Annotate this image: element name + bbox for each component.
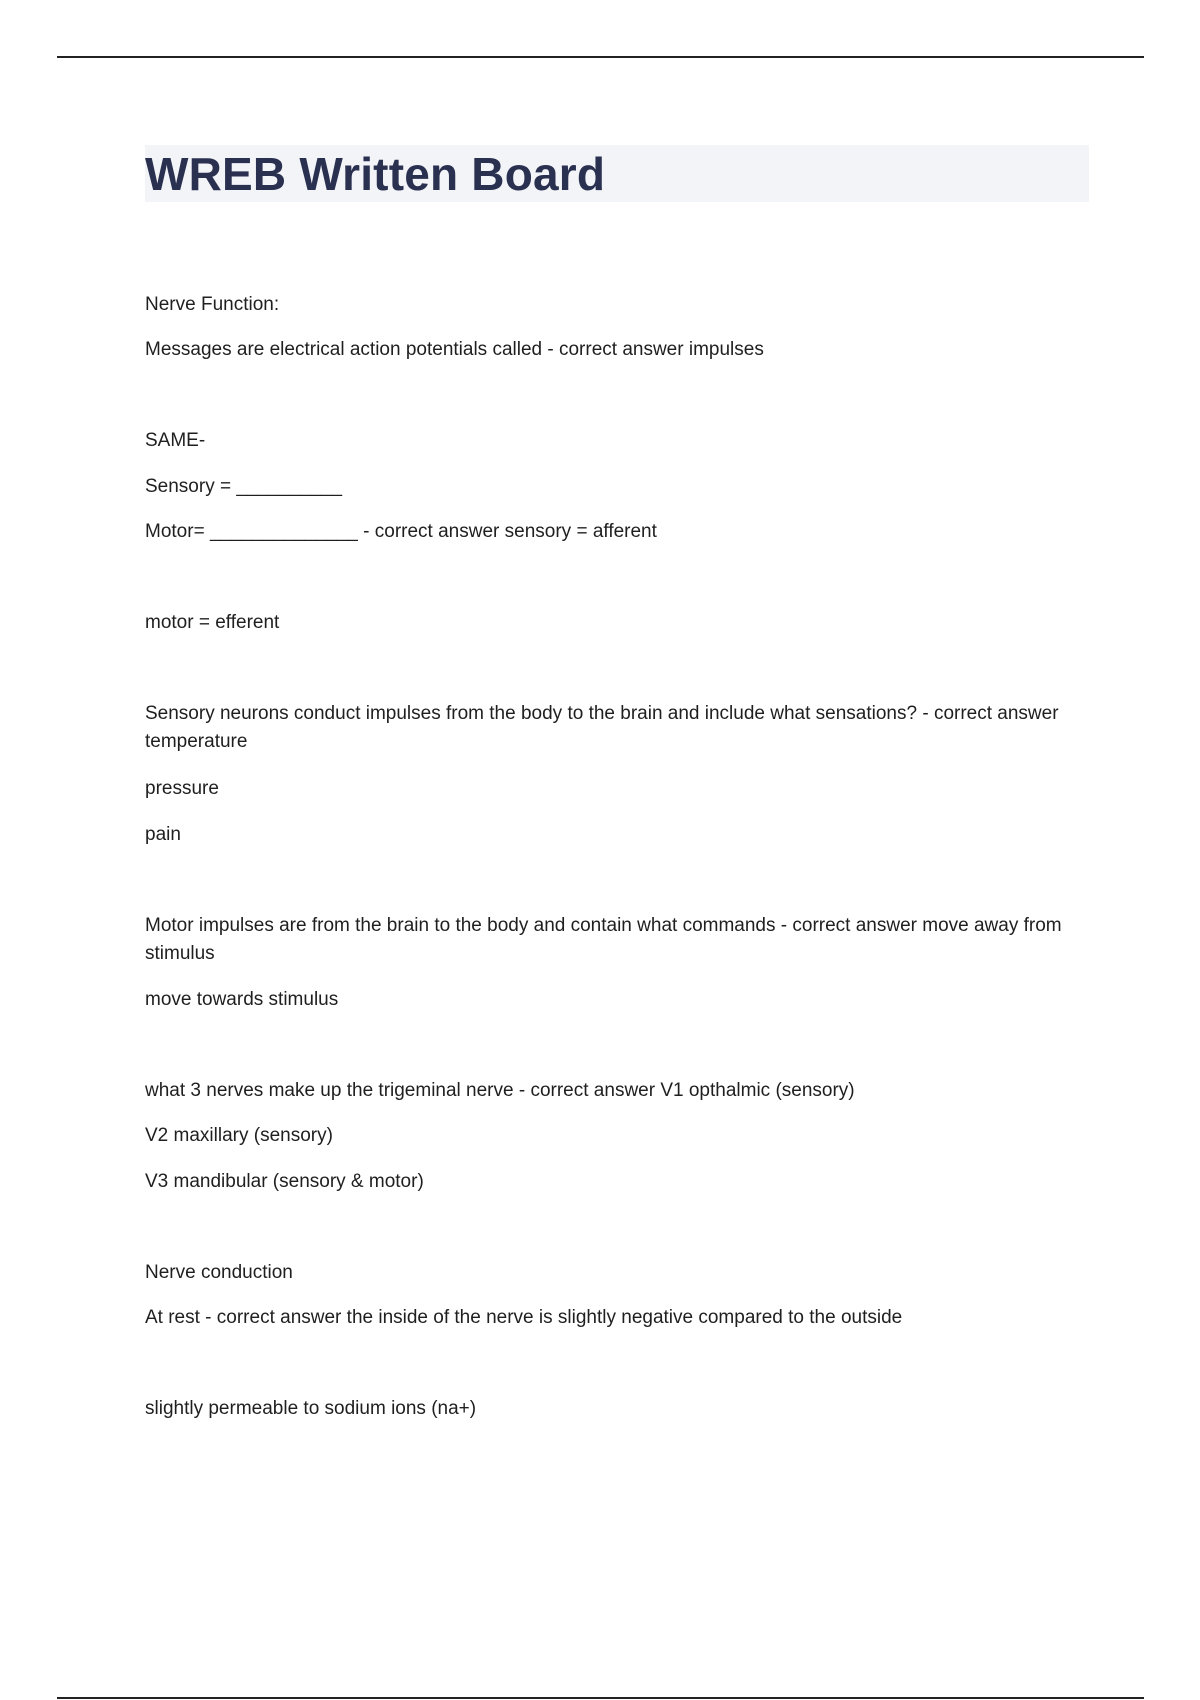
document-title: WREB Written Board — [145, 148, 606, 200]
text-line: pain — [145, 824, 181, 845]
text-line: motor = efferent — [145, 612, 280, 633]
text-line: Motor impulses are from the brain to the body and contain what commands - correct answer move away from stimulus — [145, 915, 1062, 964]
top-rule — [57, 56, 1144, 58]
text-line: Sensory neurons conduct impulses from the body to the brain and include what sensations? - correct answer temperature — [145, 703, 1059, 752]
text-line: Nerve Function: — [145, 294, 280, 315]
text-line: pressure — [145, 778, 219, 799]
text-line: what 3 nerves make up the trigeminal nerve - correct answer V1 opthalmic (sensory) — [145, 1080, 855, 1101]
text-line: At rest - correct answer the inside of the nerve is slightly negative compared to the outside — [145, 1307, 903, 1328]
text-line: V2 maxillary (sensory) — [145, 1125, 333, 1146]
text-line: V3 mandibular (sensory & motor) — [145, 1171, 424, 1192]
text-line: move towards stimulus — [145, 989, 339, 1010]
text-line: Messages are electrical action potentials called - correct answer impulses — [145, 339, 764, 360]
bottom-rule — [57, 1697, 1144, 1699]
text-line: SAME- — [145, 430, 206, 451]
text-line: Nerve conduction — [145, 1262, 293, 1283]
text-line: Motor= ______________ - correct answer sensory = afferent — [145, 521, 657, 542]
text-line: Sensory = __________ — [145, 476, 343, 497]
text-line: slightly permeable to sodium ions (na+) — [145, 1398, 477, 1419]
